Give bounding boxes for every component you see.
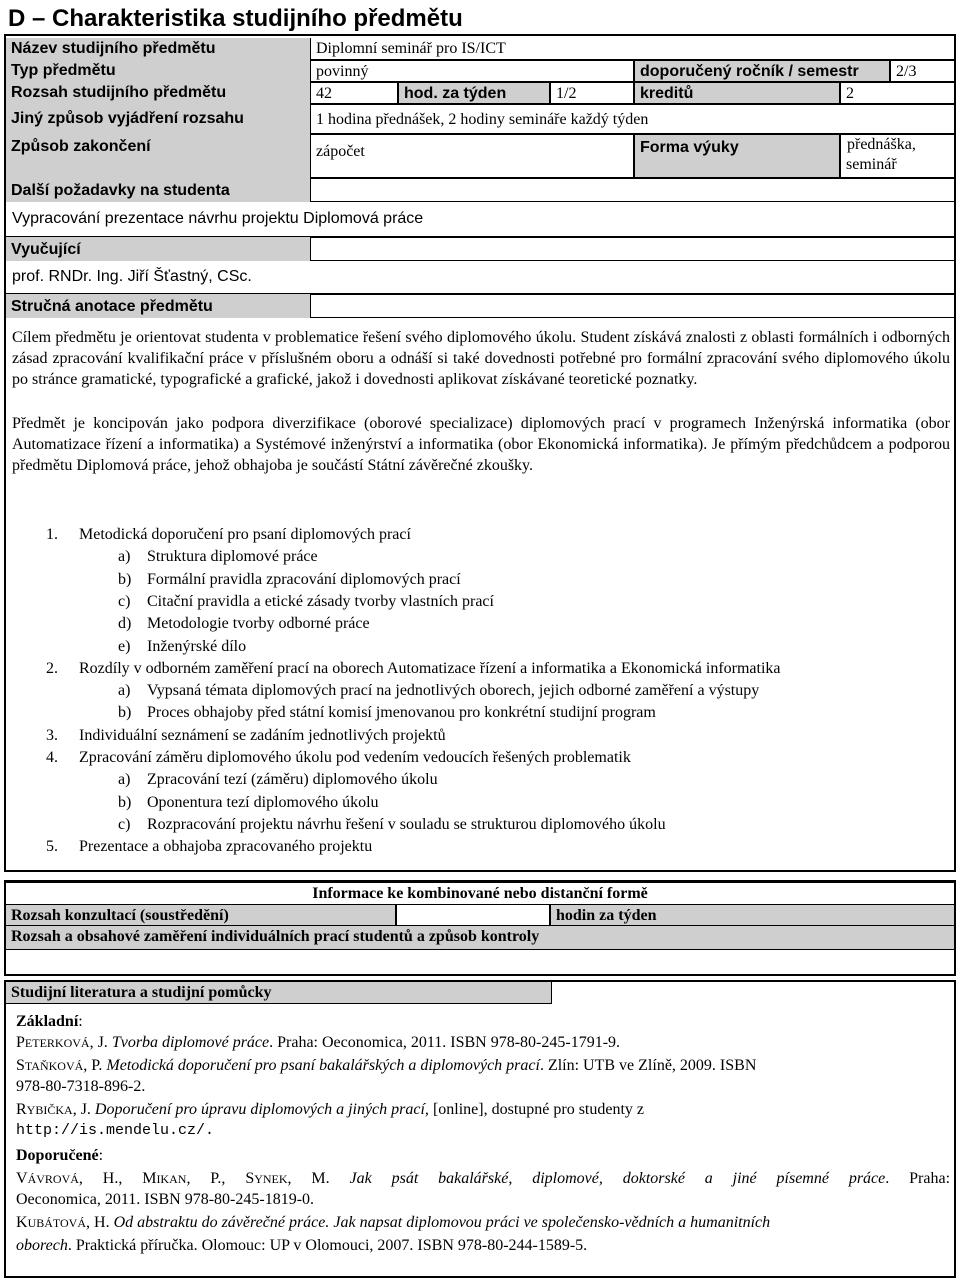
outline-item-text: Zpracování tezí (záměru) diplomového úkolu [147,771,438,789]
ref3-rest: [online], dostupné pro studenty z [428,1101,645,1118]
reference-5-cont [16,1235,950,1256]
rozsah-value: 42 [310,82,398,104]
hodin-label: hodin za týden [550,904,954,926]
reference-5 [16,1212,950,1234]
prace-label: Rozsah a obsahové zaměření individuálních prací studentů a způsob kontroly [6,926,954,950]
kredity-value: 2 [840,82,954,104]
ref3-author-cap: R [16,1101,27,1118]
vyucujici-label: Vyučující [6,237,310,261]
outline-item-number: a) [118,682,131,700]
typ-label: Typ předmětu [6,60,310,82]
outline-item-number: 4. [46,749,58,766]
rocnik-value: 2/3 [890,60,954,82]
outline-item-number: a) [118,771,131,789]
outline-item-number: 2. [46,659,58,677]
ref4-title: Jak psát bakalářské, diplomové, doktorské a jiné písemné práce [349,1170,886,1187]
outline-item-text: Proces obhajoby před státní komisí jmenovanou pro konkrétní studijní program [147,704,656,722]
anotace-right [310,294,954,318]
ref2-author-cap: S [16,1057,25,1074]
ref4-a1-cap: V [16,1170,28,1187]
outline-item-number: b) [118,570,132,588]
ref2-rest-1: . Zlín: UTB ve Zlíně, 2009. ISBN [539,1057,757,1074]
konzultace-label: Rozsah konzultací (soustředění) [6,904,396,926]
outline-item-text: Rozpracování projektu návrhu řešení v souladu se strukturou diplomového úkolu [147,815,666,833]
ref2-title: Metodická doporučení pro psaní bakalářských a diplomových prací [106,1057,540,1074]
outline-item-text: Zpracování záměru diplomového úkolu pod vedením vedoucích řešených problematik [79,749,631,766]
pozadavky-label: Další požadavky na studenta [6,178,310,202]
outline-item-text: Metodologie tvorby odborné práce [147,615,370,633]
forma-label: Forma výuky [634,134,840,178]
zakonceni-value: zápočet [310,134,634,178]
outline-item-number: 5. [46,838,58,856]
ref4-a1-init: , H., [78,1170,143,1187]
ref5-author-cap: K [16,1214,28,1231]
outline-item-number: 1. [46,526,58,543]
doporucene-heading [16,1145,950,1166]
page-title: D – Charakteristika studijního předmětu [8,5,463,32]
forma-value-line2: seminář [846,156,897,173]
ref5-author-rest: UBÁTOVÁ [27,1216,87,1230]
rozsah-label: Rozsah studijního předmětu [6,82,310,104]
jiny-value: 1 hodina přednášek, 2 hodiny semináře každý týden [310,104,954,134]
reference-4 [16,1168,950,1190]
vyucujici-right [310,237,954,261]
outline-item-text: Prezentace a obhajoba zpracovaného projektu [79,838,373,856]
zakladni-heading [16,1011,950,1032]
outline-item-number: b) [118,704,132,722]
hod-value: 1/2 [550,82,634,104]
outline-item-number: a) [118,548,131,566]
outline-item-number: c) [118,815,131,833]
ref4-rest-1: . Praha: [885,1170,951,1187]
anotace-paragraph-1: Cílem předmětu je orientovat studenta v problematice řešení svého diplomového úkolu. Student získává znalosti z oblasti formálních i odborných zásad zpracování kvalifikační práce v příslušném oboru a odnáší si také dovednosti potřebné pro formální zpracování svého diplomového úkolu po stránce gramatické, typografické a grafické, jakož i dovednosti aplikovat získávané teoretické poznatky. [12,329,950,388]
ref1-initial: , J. [89,1034,112,1051]
jiny-label: Jiný způsob vyjádření rozsahu [6,104,310,134]
zakladni-colon: : [78,1013,83,1030]
ref4-a2-init: , P., [186,1170,246,1187]
outline-item-text: Oponentura tezí diplomového úkolu [147,793,379,811]
ref5-rest: . Praktická příručka. Olomouc: UP v Olomouci, 2007. ISBN 978-80-244-1589-5. [67,1237,588,1254]
ref3-title: Doporučení pro úpravu diplomových a jiných prací, [94,1101,429,1118]
ref1-author-cap: P [16,1034,25,1051]
zakladni-label: Základní [16,1013,79,1030]
pozadavky-value: Vypracování prezentace návrhu projektu Diplomová práce [12,210,424,227]
reference-3 [16,1099,950,1121]
outline-item-number: d) [118,615,132,633]
anotace-paragraph-2: Předmět je koncipován jako podpora diverzifikace (oborové specializace) diplomových prací v programech Inženýrská informatika (obor Automatizace řízení a informatika) a Systémové inženýrství a informatika (obor Ekonomická informatika). Je přímým předchůdcem a podporou předmětu Diplomová práce, jehož obhajoba je součástí Státní závěrečné zkoušky. [12,415,950,474]
doporucene-colon: : [98,1147,104,1164]
reference-4-cont: Oeconomica, 2011. ISBN 978-80-245-1819-0. [16,1191,315,1208]
outline-item-text: Metodická doporučení pro psaní diplomových prací [79,526,411,543]
ref1-title: Tvorba diplomové práce [111,1034,270,1051]
ref4-a3-init: , M. [287,1170,350,1187]
rocnik-label: doporučený ročník / semestr [634,60,890,82]
literature-heading: Studijní literatura a studijní pomůcky [6,982,552,1004]
ref4-a3-cap: S [245,1170,255,1187]
ref1-rest: . Praha: Oeconomica, 2011. ISBN 978-80-245-1791-9. [269,1034,621,1051]
typ-value: povinný [310,60,634,82]
distance-heading: Informace ke kombinované nebo distanční formě [312,885,648,902]
ref4-a2-rest: IKAN [156,1172,187,1186]
outline-item-text: Citační pravidla a etické zásady tvorby vlastních prací [147,592,494,610]
ref4-a1-rest: ÁVROVÁ [27,1172,79,1186]
outline-item-number: 3. [46,726,58,744]
outline-item-text: Struktura diplomové práce [147,548,318,566]
outline-item-text: Rozdíly v odborném zaměření prací na oborech Automatizace řízení a informatika a Ekonomická informatika [79,659,781,677]
ref3-initial: , J. [72,1101,95,1118]
vyucujici-value: prof. RNDr. Ing. Jiří Šťastný, CSc. [12,268,252,285]
hod-label: hod. za týden [398,82,550,104]
ref4-a3-rest: YNEK [254,1172,288,1186]
ref5-title-1: Od abstraktu do závěrečné práce. Jak napsat diplomovou práci ve společensko-vědních a humanitních [113,1214,771,1231]
ref3-author-rest: YBIČKA [26,1103,73,1117]
kredity-label: kreditů [634,82,840,104]
forma-value-line1: přednáška, [847,136,916,153]
forma-value [840,134,954,178]
reference-2 [16,1055,950,1077]
outline-item-text: Vypsaná témata diplomových prací na jednotlivých oborech, jejich odborné zaměření a výstupy [147,682,760,700]
ref1-author-rest: ETERKOVÁ [24,1036,90,1050]
outline-item-number: c) [118,592,131,610]
outline-item-text: Inženýrské dílo [147,637,247,655]
anotace-label: Stručná anotace předmětu [6,294,310,318]
ref2-author-rest: TAŇKOVÁ [24,1059,84,1073]
ref5-title-2: oborech [16,1237,68,1254]
zakonceni-label: Způsob zakončení [6,134,310,178]
ref5-initial: , H. [86,1214,114,1231]
outline-item-number: e) [118,637,131,655]
konzultace-value [396,904,550,926]
nazev-label: Název studijního předmětu [6,38,310,60]
reference-3-url[interactable]: http://is.mendelu.cz/. [16,1122,215,1139]
outline-item-text: Individuální seznámení se zadáním jednotlivých projektů [79,726,446,744]
outline-item-text: Formální pravidla zpracování diplomových prací [147,570,461,588]
outline-item-number: b) [118,793,132,811]
pozadavky-right [310,178,954,202]
reference-2-cont: 978-80-7318-896-2. [16,1078,146,1095]
reference-1 [16,1032,950,1054]
ref4-a2-cap: M [142,1170,157,1187]
doporucene-label: Doporučené [16,1147,99,1164]
ref2-initial: , P. [83,1057,107,1074]
nazev-value: Diplomní seminář pro IS/ICT [310,38,954,60]
